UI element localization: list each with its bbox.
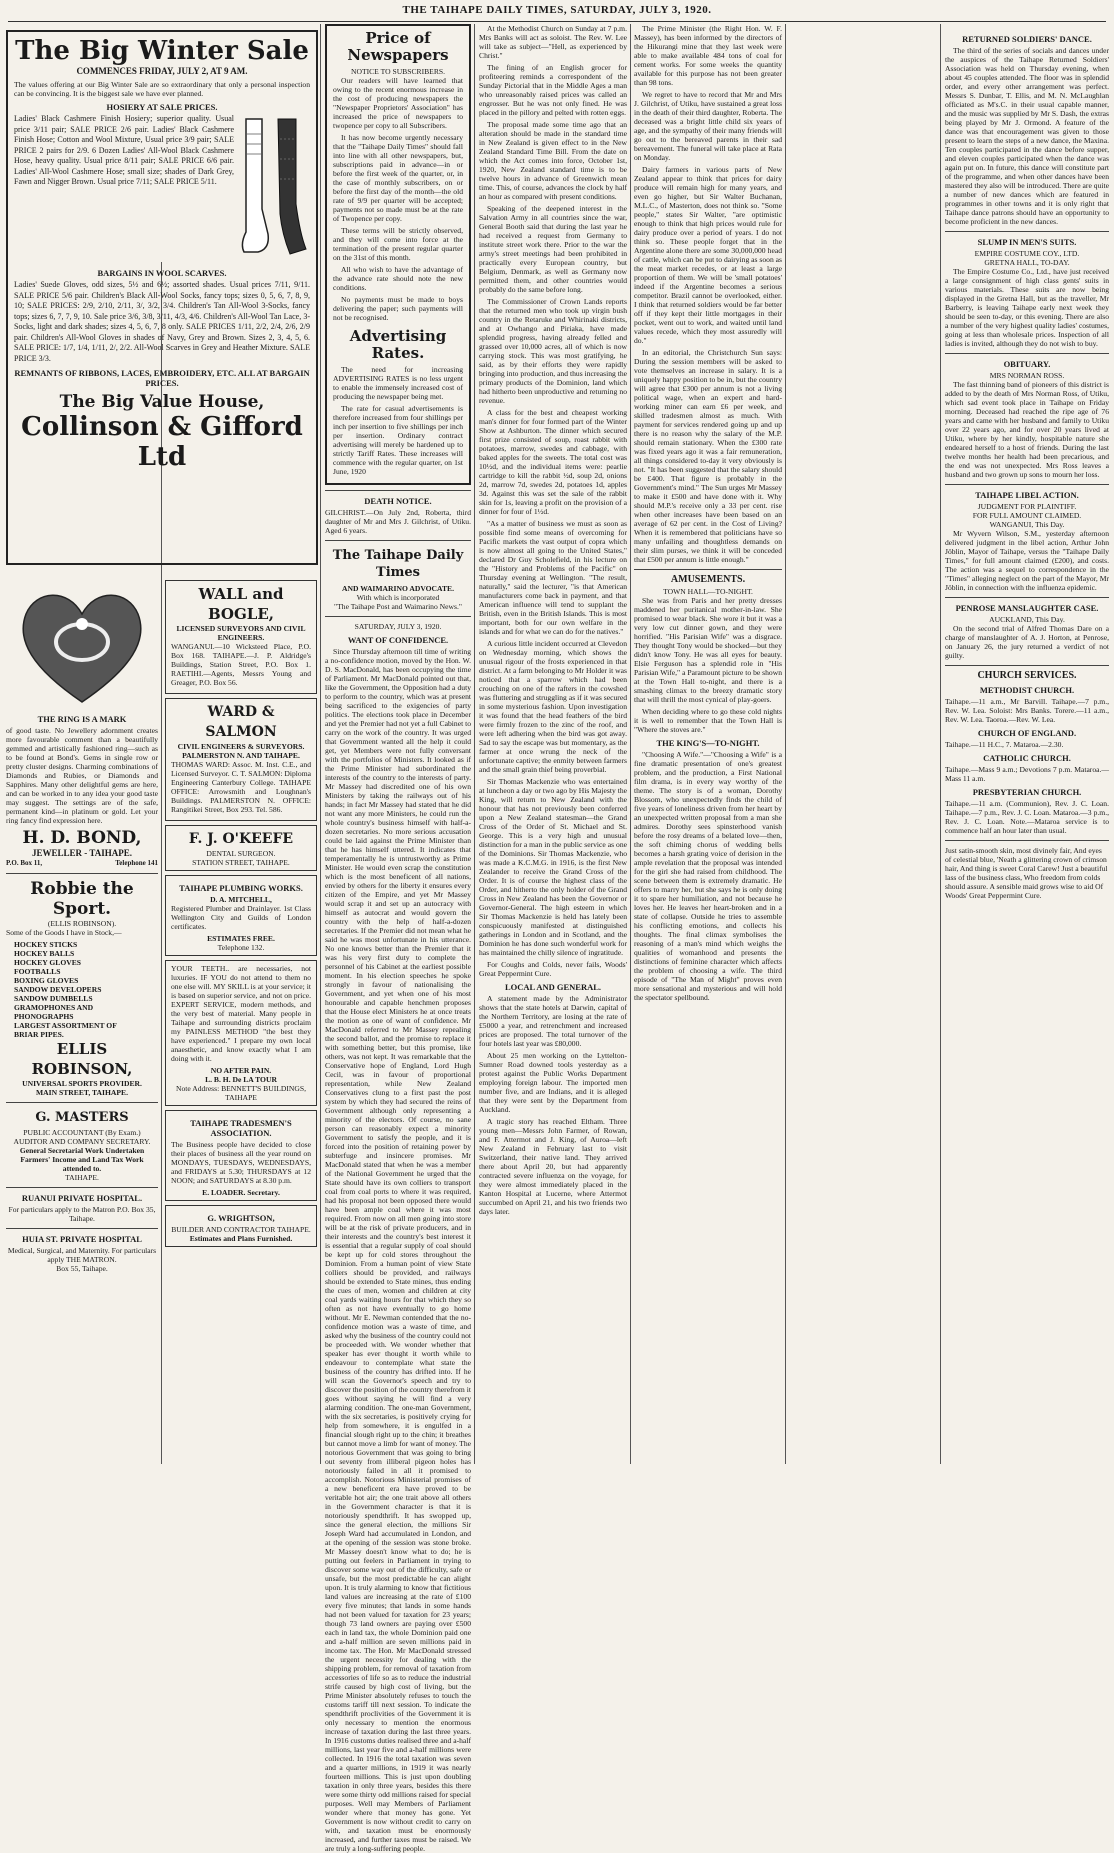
ward-salmon-text: THOMAS WARD: Assoc. M. Inst. C.E., and Licensed Surveyor. C. T. SALMON: Diploma Engineering Canterbury College. TAIHAPE OFFICE: Arrowsmith and Loughnan's Buildings. PALMERSTON N. OFFICE: Rangitikei Street, Box 293. Tel. 586. [171, 760, 311, 814]
advertising-p2: The rate for casual advertisements is therefore increased from four shillings per inch per insertion to five shillings per inch per insertion. Ordinary contract advertising will merely be hardened up to strictly Tariff Rates. These increases will commence with the regular quarter, on 1st June, 1920 [333, 404, 463, 476]
list-item: PHONOGRAPHS [14, 1012, 74, 1021]
huia-title: HUIA ST. PRIVATE HOSPITAL [22, 1234, 142, 1244]
traders-text: The Business people have decided to close their places of business all the year round on MONDAYS, TUESDAYS, WEDNESDAYS, and FRIDAYS at 5.30; THURSDAYS at 12 NOON; and SATURDAYS at 8.30 p.m. [171, 1140, 311, 1185]
editorial-incorporated: With which is incorporated [356, 593, 440, 602]
scarves-text: Ladies' Suede Gloves, odd sizes, 5½ and 6½; assorted shades. Usual prices 7/11, 9/11. SALE PRICE 5/6 pair. Children's Black All-Wool Socks, fancy tops; sizes 0, 5, 6, 7, 8, 9, 10; SALE PRICES: 2/9, 2/10, 2/11, 3/, 3/2, 3/4. Children's Tan All-Wool 3-Socks, fancy tops; sizes 6, 7, 7, 9, 10. Sale price 3/6, 3/8, 3/11, 4/3, 4/6. Children's All-Wool Tan Lace, 3-Socks, light and dark shades; sizes 4, 5, 6, 7, 8 only. SALE PRICES 1/11, 2/2, 2/4, 2/6, 2/9 pair. Children's All-Wool Gloves in shades of Navy, Grey and Brown. Sizes 2, 3, 4, 5, 6. SALE PRICE: 1/7, 1/4, 1/11, 2/, 2/2. All-Wool Scarves in Grey and Heather Mixture. SALE PRICE 3/3. [14, 280, 310, 363]
news-note: We regret to have to record that Mr and Mrs J. Gilchrist, of Utiku, have sustained a great loss in the death of their third daughter, Roberta. The deceased was a bright little child six years of age, and the sympathy of their many friends will go out to the bereaved parents in their sad bereavement. The funeral will take place at Rata on Monday. [634, 90, 782, 162]
editorial-heading: WANT OF CONFIDENCE. [347, 635, 449, 645]
list-item: SANDOW DUMBELLS [14, 994, 93, 1003]
methodist-text: Taihape.—11 a.m., Mr Barvill. Taihape.—7 p.m., Rev. W. Lea. Soloist: Mrs Banks. Torere.—11 a.m., Rev. W. Lea. Taoroa.—Rev. W. Lea. [945, 697, 1109, 724]
slump-title: SLUMP IN MEN'S SUITS. [977, 237, 1077, 247]
penrose-text: On the second trial of Alfred Thomas Dare on a charge of manslaughter of A. J. Horton, at Penrose, on January 26, the jury returned a verdict of not guilty. [945, 624, 1109, 660]
newspapers-p2: It has now become urgently necessary that the "Taihape Daily Times" should fall into line with all other newspapers, but, subscriptions paid in advance—in or before the first week of the quarter, or, in the case of monthly subscribers, on or before the first day of the month—the old rate of 9/9 per quarter will be accepted; payments not so made must be at the rate of Twopence per copy. [333, 133, 463, 223]
libel-sub2: FOR FULL AMOUNT CLAIMED. [972, 511, 1082, 520]
libel-text: Mr Wyvern Wilson, S.M., yesterday afternoon delivered judgment in the libel action, Arthur John Jöblin, Mayor of Taihape, versus the "Taihape Daily Times," for full amount claimed (£200), and costs. The action was a sequel to correspondence in the "Times" alleging neglect on the part of the Mayor, Mr Jöblin, in connection with the influenza epidemic. [945, 529, 1109, 592]
jeweller-caption: THE RING IS A MARK [37, 714, 127, 724]
plumbing-text: Registered Plumber and Drainlayer. 1st Class Wellington City and Guilds of London certificates. [171, 904, 311, 931]
libel-place: WANGANUI, This Day. [989, 520, 1065, 529]
town-hall-title: TOWN HALL—TO-NIGHT. [663, 587, 753, 596]
local-note: A class for the best and cheapest working man's dinner for four formed part of the Winter Show at Ashburton. The dinner which secured first prize consisted of soup, roast rabbit with potatoes, marrow, swedes and cabbage, with baked apples for the sweets. The total cost was 10½d, and the individual items were: pearlie cartridge to kill the rabbit ½d, soup 2d, onions 2d, marrow 7d, swedes 2d, potatoes 1d, apples 3d. Against this was set the sale of the rabbit skin for 1s, leaving a profit on the provision of a dinner for four of 1½d. [479, 408, 627, 516]
slump-sub: EMPIRE COSTUME COY., LTD. [974, 249, 1080, 258]
okeefe-sub: DENTAL SURGEON. [206, 849, 276, 858]
masthead-date: SATURDAY, JULY 3, 1920. [570, 4, 712, 16]
divider [6, 1102, 158, 1103]
advertising-title: Advertising Rates. [349, 327, 447, 362]
divider [945, 840, 1109, 841]
editorial-paper-sub: AND WAIMARINO ADVOCATE. [341, 584, 454, 593]
divider [325, 616, 471, 617]
penrose-place: AUCKLAND, This Day. [989, 615, 1065, 624]
scarves-heading: BARGAINS IN WOOL SCARVES. [97, 268, 227, 278]
catholic-title: CATHOLIC CHURCH. [983, 753, 1071, 763]
huia-text: Medical, Surgical, and Maternity. For particulars apply THE MATRON. [7, 1246, 157, 1264]
sale-title: The Big Winter Sale [15, 36, 309, 66]
divider [6, 1228, 158, 1229]
amusements-title: AMUSEMENTS. [670, 574, 746, 585]
local-note: The Commissioner of Crown Lands reports that the returned men who took up virgin bush country in the Retaruke and Whirinaki districts, and at Owhango and Piriaka, have made splendid progress, having already felled and grassed over 10,000 acres, all of which is now carrying stock. This was most gratifying, he said, as by their efforts they were rapidly bringing into production, and thus increasing the primary products of the Dominion, land which had hitherto been unproductive and returning no revenue. [479, 297, 627, 405]
wall-bogle-title: WALL and BOGLE, [198, 585, 284, 623]
list-item: FOOTBALLS [14, 967, 61, 976]
newspapers-p1: Our readers will have learned that owing to the recent enormous increase in the cost of producing newspapers the "Newspaper Proprietors' Association" has increased the price of newspapers to twopence per copy to all Subscribers. [333, 76, 463, 130]
list-item: SANDOW DEVELOPERS [14, 985, 102, 994]
local-note: The fining of an English grocer for profiteering reminds a correspondent of the Sunday Pictorial that in the Middle Ages a man who unreasonably raised prices was called an engrosser. But he was not only fined. He was placed in the pillory and pelted with rotten eggs. [479, 63, 627, 117]
local-note: The proposal made some time ago that an alteration should be made in the standard time in New Zealand is given effect to in the New Zealand Standard Time Bill. From the date on which the Act comes into force, October 1st, 1920, New Zealand standard time is to be twelve hours in advance of Greenwich mean time. This, of course, advances the clock by half an hour as compared with present conditions. [479, 120, 627, 201]
obituary-sub: MRS NORMAN ROSS. [989, 371, 1065, 380]
dentist-no-pain: NO AFTER PAIN. [210, 1066, 272, 1075]
news-note: In an editorial, the Christchurch Sun says: During the session members will be asked to vote themselves an increase in salary. It is a uniquely happy position to be in, but the country will agree that £300 per annum is not a living political wage, when an expert and hard-working miner can earn £6 per week, and skilled tradesmen almost as much. With payment for services rendered going up and up there is no reason why the salary of the M.P. should remain stationary. When the £300 rate was fixed years ago it was a fair remuneration, all things considered to-day it very obviously is not. "It has been suggested that the salary should be £400. That figure is probably in the Government's mind." The Sun urges Mr Massey to make it £500 and have done with it. Why should M.P.'s receive only a 33 per cent. rise when other increases have been based on an average of 62 per cent. in the Cost of Living? When it is remembered that politicians have so many unfailing and thoughtless demands on their slim purses, we think it will be conceded that £500 per annum is little enough." [634, 348, 782, 564]
traders-sig: E. LOADER. Secretary. [202, 1188, 280, 1197]
ward-salmon-ad [165, 698, 317, 821]
column-5 [634, 24, 782, 1464]
editorial-old-paper: "The Taihape Post and Waimarino News." [334, 602, 462, 611]
jeweller-contact [6, 859, 158, 868]
divider [945, 353, 1109, 354]
okeefe-ad [165, 825, 317, 871]
jeweller-text: of good taste. No Jewellery adornment creates more favourable comment than a beautifully gemmed and artistically fashioned ring—such as to be found at Bond's. Gems in single row or pretty cluster designs. Charming combinations of Diamonds and Rubies, or Diamonds and Sapphires. Many other delightful gems are here, and can be worked in to any idea your good taste may suggest. The settings are of the safe, permanent kind—in platinum or gold. Let your ring fancy find expression here. [6, 726, 158, 825]
editorial-text: Since Thursday afternoon till time of writing a no-confidence motion, moved by the Hon. W. D. S. MacDonald, has been occupying the time of Parliament. Mr MacDonald pointed out that, like the Government, the Opposition had a duty to perform to the country, which was at present being sacrificed to the exigencies of party politics. The elections took place in December and yet the Premier had not yet a full Cabinet to carry on the work of the country. It was urged that Government wanted all the help it could get, yet Members were not fully conversant with the portfolios of Ministers. It looked as if the Prime Minister had subordinated the interests of the country to the interests of party. Mr Massey had discredited one of his own Ministers by taking the railways out of his hands; in fact Mr Massey had stated that he did not want any more Ministers, he could run the whole country's business himself with half-a-dozen secretaries. No more serious accusation could be laid against the Prime Minister than that he has himself uttered. It indicates that temperamentally he is untrustworthy as Prime Minister. He would even scrap the constitution which is the most beneficent of all nations, envied by others for the liberty it ensures every citizen of the Empire, and yet Mr Massey would scrap it and set up an autocracy with himself as autocrat and would govern the country with the help of half-a-dozen secretaries. If the Premier did not mean what he said he was most unfortunate in his utterance. No one knows better than the Premier that it was his very first duty to complete the personnel of his Cabinet at the earliest possible moment. In his election speeches he spoke strongly in favour of nationalising the Government, and yet when one of his most honourable and capable henchmen proposes that the House elect Ministers he at once treats the motion as one of want of confidence. Mr MacDonald referred to Mr Massey repealing the second ballot, and the promise to replace it with something better, but this promise, like others, was not kept. It was remarkable that the Conservative hope of England, Lord Hugh Cecil, was in favour of proportional representation, while New Zealand Conservatives clung to a first past the post system by which they had secured the reins of Government although only representing a minority of the electors. Of course, no sane person can reasonably expect a minority Government to satisfy the people, and it is forced into the position of retaining power by subterfuge and insincere promises. Mr MacDonald stated that when he was a member of the National Government he urged that the State should have its own colliers to transport coal from coal ports to where it was required, had his proposal not been opposed there would have been ample coal where it was most required. From now on all men going into store will be at the risk of private producers, and in their interests and the country's best interest it is essential that a regular supply of coal should be kept up for cold stores throughout the Dominion. From a human point of view State colliers should be provided, and railways should be extended to State mines, thus ending the cues of men, women and children at city coal yards waiting hours for that which they so often as not have eventually to go home without. Mr E. Newman contended that the no-confidence motion was a waste of time, and asked why the business of the country could not be proceeded with. We wonder whether that speaker has ever thought it worth while to endeavour to contemplate what state the business of the country has drifted into. If he will scan the Governor's speech and try to discover the position of the country therefrom it goes without saying he will find a very alarming condition. The one-man Government, with the six secretaries, is positively crying for help from somewhere, it is engulfed in a financial slough right up to the chin; it breathes but cannot move a limb for want of money. The notorious Government that was going to bring out seventy from illiberal pigeon holes has notoriously failed in all it promised to accomplish. Notorious Ministerial promises of a new beneficent era have proved to be veritable hot air; the one trait above all others in the Government character is that it is notoriously spendthrift. It has swopped up, since the general election, the millions Sir Joseph Ward had accumulated in London, and at the opening of the session was stone broke. Mr Massey doesn't know what to do; he is putting out feelers in Parliament in trying to discover some way out of the difficulty, safe or unsafe, but the most predictable he can alight upon. It is truly alarming to know that fictitious land values are increasing at the rate of £100 every five minutes; that lands in some hands had not been valued for taxation for 23 years; though 73 land owners are paying over £500 each in land tax, the whole Dominion paid one and a-half million are seven millions paid in income tax. The Hon. Mr MacDonald stressed the urgent necessity for dealing with the shipping problem, for removal of taxation from accessories of life so as to reduce the industrial strife caused by high cost of living, but the Prime Minister absolutely refuses to touch the customs tariff till next session. To indicate the spendthrift proclivities of the Government it is only necessary to mention the enormous increase of taxation during the last three years. In 1916 customs duties realised three and a-half millions, last year five and a-half millions were collected. In 1916 the total taxation was seven and a quarter millions, in 1919 it was nearly fourteen millions. This is just upon doubling taxation in only three years, besides this there were some thirty odd millions raised for special purposes. Well may Members of Parliament wonder where that money has gone. Yet Government is now without credit to carry on with, and taxation must be enormously increased, and further taxes must be raised. We are truly a long-suffering people. [325, 647, 471, 1853]
traders-ad [165, 1110, 317, 1201]
wrightson-ad [165, 1205, 317, 1247]
dance-text: The third of the series of socials and dances under the auspices of the Taihape Returned Soldiers' Association was held on Thursday evening, when about 45 couples attended. The floor was in splendid order, and every other arrangement was perfect. Messrs S. Dunbar, T. Ellis, and M. N. McLaughlan officiated as M's.C. in their usual capable manner, and the music was supplied by Mr S. Dash, the extras being played by Mr J. Ormond. A feature of the dance was that encouragement was given to those present to learn the steps of a new dance, the Maxina. Ten couples participated in the dance before supper, and eleven couples participated when the dance was again put on. In future, this dance will constitute part of the programme, and when other dances have been mastered they also will be introduced. There are quite a number of new dances which are featured in programmes in other towns and it is only right that Taihape dance patrons should have an opportunity to become proficient in the new dances. [945, 46, 1109, 226]
sale-firm: Collinson & Gifford Ltd [21, 412, 303, 472]
masthead-rule [8, 21, 1106, 22]
newspapers-sub: NOTICE TO SUBSCRIBERS. [350, 67, 446, 76]
okeefe-title: F. J. O'KEEFE [188, 831, 294, 847]
masters-town: TAIHAPE. [65, 1173, 99, 1182]
sale-intro: The values offering at our Big Winter Sale are so extraordinary that only a personal inspection can be convincing. It is the biggest sale we have ever planned. [14, 80, 310, 98]
sport-items-list [6, 940, 158, 1039]
jeweller-trade: JEWELLER - TAIHAPE. [32, 848, 132, 858]
presbyterian-title: PRESBYTERIAN CHURCH. [972, 787, 1082, 797]
advertising-p1: The need for increasing ADVERTISING RATES is no less urgent to enable the immensely increased cost of producing the newspaper being met. [333, 365, 463, 401]
sport-role: UNIVERSAL SPORTS PROVIDER. [22, 1079, 142, 1088]
wall-bogle-sub: LICENSED SURVEYORS AND CIVIL ENGINEERS. [176, 624, 306, 642]
masthead-paper: THE TAIHAPE DAILY TIMES, [402, 4, 568, 16]
wrightson-text: Estimates and Plans Furnished. [189, 1234, 293, 1243]
news-note: Dairy farmers in various parts of New Zealand appear to think that prices for dairy produce will remain high for many years, and even go higher, but Sir Walter Buchanan, M.L.C., of Masterton, does not think so. "Some people," states Sir Walter, "are optimistic enough to think that high prices would rule for dairy produce over a period of years. I do not think so. These people forget that in the Argentine alone there are some 30,000,000 head of cattle, which can be put to dairying as soon as the meat market recedes, or at least a large proportion of them. We will be 'small potatoes' indeed if the Argentine becomes a serious competitor. Brazil cannot be overlooked, either. I think that returned soldiers would be far better off if they kept their little mortgages in their pocket, went out to work, and waited until land values recede, which they most assuredly will do." [634, 165, 782, 345]
jeweller-phone: Telephone 141 [115, 859, 158, 867]
dentist-text: YOUR TEETH.. are necessaries, not luxuries. IF YOU do not attend to them no one else will. MY SKILL is at your service; it is based on superior service, and not on price. EXPERT SERVICE, modern methods, and the very best of material. Many people in Taihape and surrounding districts proclaim my PAINLESS METHOD "the best they have experienced." I prepare my own local anaesthetic, and know exactly what I am doing with it. [171, 964, 311, 1063]
winter-sale-box [6, 30, 318, 565]
hosiery-text: Ladies' Black Cashmere Finish Hosiery; superior quality. Usual price 3/11 pair; SALE PRICE 2/6 pair. Ladies' Black Cashmere Finish Hose; Cotton and Wool Mixture, Usual price 3/9 pair; SALE PRICE 2 pairs for 2/9. 6 Dozen Ladies' All-Wool Black Cashmere Hose, heavy quality. Usual price 8/11 pair; SALE PRICE 6/6 pair. Ladies' All-Wool Cashmere Hose; small size; shades of Dark Grey, Fawn and Nigger Brown. Usual price 7/11; SALE PRICE 5/11. [14, 114, 234, 186]
local-note: Sir Thomas Mackenzie who was entertained at luncheon a day or two ago by His Majesty the King, will return to New Zealand with the honour that has not previously been conferred upon a New Zealand statesman—the Grand Cross of the Order of St. Michael and St. George. This is a very high and unusual distinction for a man in the public service as one of the Dominions. Sir Thomas Mackenzie, who was made a K.C.M.G. in 1916, is the first New Zealander to receive the Grand Cross of the Order. It is of course the highest class of the Order, and hitherto the only holder of the Grand Cross in New Zealand has been the Governor or Governor-General. The high esteem in which Sir Thomas Mackenzie is held has lately been conspicuously manifested at distinguished gatherings in London and in Scotland, and the Dominion he has done such wonderful work for has maintained the chilly silence of ingratitude. [479, 777, 627, 957]
masthead [0, 4, 1114, 22]
stocking-illustration-icon [238, 114, 310, 264]
list-item: HOCKEY GLOVES [14, 958, 82, 967]
list-item: BOXING GLOVES [14, 976, 79, 985]
ring-heart-icon [12, 580, 152, 710]
sport-sub: (ELLIS ROBINSON). [47, 919, 117, 928]
divider [6, 1187, 158, 1188]
column-rule [630, 24, 631, 1464]
slump-place: GRETNA HALL, TO-DAY. [984, 258, 1070, 267]
plumbing-ad [165, 875, 317, 956]
ruanui-text: For particulars apply to the Matron P.O. Box 35, Taihape. [8, 1205, 156, 1223]
sale-house: The Big Value House, [59, 392, 265, 412]
column-rule [320, 24, 321, 1464]
divider [945, 231, 1109, 232]
methodist-title: METHODIST CHURCH. [979, 685, 1075, 695]
kings-title: THE KING'S—TO-NIGHT. [656, 738, 760, 748]
list-item: LARGEST ASSORTMENT OF [14, 1021, 117, 1030]
local-note: For Coughs and Colds, never fails, Woods' Great Peppermint Cure. [479, 960, 627, 978]
england-text: Taihape.—11 H.C., 7. Mataroa.—2.30. [945, 740, 1064, 749]
traders-title: TAIHAPE TRADESMEN'S ASSOCIATION. [190, 1118, 292, 1138]
newspapers-p3: These terms will be strictly observed, and they will come into force at the termination of the present regular quarter on the 31st of this month. [333, 226, 463, 262]
presbyterian-text: Taihape.—11 a.m. (Communion), Rev. J. C. Loan. Taihape.—7 p.m., Rev. J. C. Loan. Mataroa.—3 p.m., Rev. J. C. Loan. Note.—Mataroa service is to commence half an hour later than usual. [945, 799, 1109, 835]
divider [325, 490, 471, 491]
plumbing-title: TAIHAPE PLUMBING WORKS. [179, 883, 303, 893]
jeweller-box: P.O. Box 11, [6, 859, 43, 867]
england-title: CHURCH OF ENGLAND. [977, 728, 1077, 738]
newspapers-notice [325, 24, 471, 485]
column-rule [474, 24, 475, 1464]
penrose-title: PENROSE MANSLAUGHTER CASE. [955, 603, 1099, 613]
libel-title: TAIHAPE LIBEL ACTION. [975, 490, 1079, 500]
local-note: At the Methodist Church on Sunday at 7 p.m. Mrs Banks will act as soloist. The Rev. W. Lee will take as subject—"Hell, as experienced by Christ." [479, 24, 627, 60]
huia-box: Box 55, Taihape. [56, 1264, 108, 1273]
list-item: GRAMOPHONES AND [14, 1003, 94, 1012]
editorial-paper-title: The Taihape Daily Times [332, 548, 464, 580]
dentist-name: L. B. H. De LA TOUR [205, 1075, 277, 1084]
sport-intro: Some of the Goods I have in Stock,— [6, 928, 122, 937]
divider [945, 597, 1109, 598]
remnants-text: REMNANTS OF RIBBONS, LACES, EMBROIDERY, ETC. ALL AT BARGAIN PRICES. [14, 368, 310, 388]
plumbing-name: D. A. MITCHELL, [210, 895, 272, 904]
column-4 [479, 24, 627, 1464]
death-text: GILCHRIST.—On July 2nd, Roberta, third daughter of Mr and Mrs J. Gilchrist, of Utiku. Aged 6 years. [325, 508, 471, 535]
peppermint-poem: Just satin-smooth skin, most divinely fair, And eyes of celestial blue, 'Neath a glittering crown of crimson hair, And thing is sweet Coral Carew! Just a beautiful lass of the business class, Who freedom from colds should assure. A sensible maid grows wise to aid Of Woods' Great Peppermint Cure. [945, 846, 1108, 900]
plumbing-estimates: ESTIMATES FREE. [207, 934, 275, 943]
newspapers-title: Price of Newspapers [347, 29, 449, 64]
local-note: Speaking of the deepened interest in the Salvation Army in all countries since the war, General Booth said that during the last year he had received a request from Germany to institute street work there. Prior to the war the army's street meetings had been prohibited in practically every European country, but Belgium, Denmark, as well as Germany now permitted them, and other countries would probably do the same before long. [479, 204, 627, 294]
libel-sub: JUDGMENT FOR PLAINTIFF. [977, 502, 1077, 511]
town-hall-text: She was from Paris and her pretty dresses maddened her puritanical mother-in-law. She promised to wear black. She wore it but it was a very low cut dinner gown, and they were horrified. "His Parisian Wife" was a disgrace. They thought Tony would be shocked—but they didn't know Tony. He was all eyes for beauty. Elsie Ferguson has a splendid role in "His Parisian Wife," a Paramount picture to be shown at the Town Hall to-night, and there is a smashing climax to the breezy dramatic story that will thrill the most cynical of play-goers. [634, 596, 782, 704]
wall-bogle-text: WANGANUI.—10 Wicksteed Place, P.O. Box 168. TAIHAPE.—J. P. Aldridge's Buildings, Station Street, P.O. Box 1. RAETIHI.—Agents, Messrs Young and Greager, P.O. Box 56. [171, 642, 311, 687]
obituary-title: OBITUARY. [1003, 359, 1051, 369]
okeefe-text: STATION STREET, TAIHAPE. [192, 858, 290, 867]
hosiery-heading: HOSIERY AT SALE PRICES. [106, 102, 218, 112]
list-item: HOCKEY BALLS [14, 949, 75, 958]
editorial-date: SATURDAY, JULY 3, 1920. [354, 622, 442, 631]
dance-title: RETURNED SOLDIERS' DANCE. [962, 34, 1092, 44]
ruanui-title: RUANUI PRIVATE HOSPITAL. [21, 1193, 143, 1203]
column-rule [785, 24, 786, 1464]
death-title: DEATH NOTICE. [364, 496, 432, 506]
slump-text: The Empire Costume Co., Ltd., have just received a large consignment of high class gents' suits in various materials. These suits are now being displayed in the Gretna Hall, but as the traveller, Mr Barberry, is leaving Taihape early next week they should be seen to-day, or this evening. There are also a number of the very highest quality ladies' costumes, going at less than wholesale prices. Inspection of all ladies is invited, although they do not wish to buy. [945, 267, 1109, 348]
dentist-ad [165, 960, 317, 1106]
newspapers-p5: No payments must be made to boys delivering the paper; such payments will not be recognised. [333, 295, 463, 322]
wall-bogle-ad [165, 580, 317, 694]
sport-title: Robbie the Sport. [30, 879, 134, 919]
plumbing-phone: Telephone 132. [217, 943, 265, 952]
church-title: CHURCH SERVICES. [977, 670, 1077, 681]
winter-sale-ad [6, 30, 318, 570]
column-6 [945, 24, 1109, 1464]
obituary-text: The fast thinning band of pioneers of this district is added to by the death of Mrs Norman Ross, of Utiku, which sad event took place in Taihape on Friday morning. Deceased had reached the ripe age of 76 years and came with her husband and family to Utiku over 22 years ago, and for over 20 years lived at Utiku, where by her kindly, hospitable nature she endeared herself to a host of friends. During the last twelve months her health had been precarious, and the end was not unexpected. Mrs Ross leaves a husband and two grown up sons to mourn her loss. [945, 380, 1109, 479]
masters-name: G. MASTERS [35, 1110, 129, 1125]
column-2-lower [165, 580, 317, 1464]
wrightson-role: BUILDER AND CONTRACTOR TAIHAPE. [171, 1225, 311, 1234]
kings-text: "Choosing A Wife."—"Choosing a Wife" is a fine dramatic presentation of one's greatest problem, and the production, a First National film drama, is in every way worthy of the theme. The story is of a woman, Dorothy Blossom, who unexpectedly finds the child of five years of loneliness driven from her heart by an unexpected written proposal from a man she admires. Dorothy sees spinsterhood vanish before the rosy dreams of a belated love—then, the soft chiming chorus of wedding bells becomes a harsh grating voice of derision in the ample revelation that the proposal was intended for the girl she had raised from childhood. The scene between them is extremely dramatic. He offers to marry her, but she says he is only doing it to spare her humiliation, and not because he loves her. He leaves her heart-broken and in a state of collapse. Outside he tries to assemble his conflicting emotions, and collects his thoughts. The final climax symbolises the reasoning of a man's mind which weighs the qualities of womanhood and presents the distinctions of feminine character which affects the problem of choosing a wife. The third episode of "The Man of Might" proves even more sensational and mysterious and will hold the spectator spellbound. [634, 750, 782, 1002]
list-item: HOCKEY STICKS [14, 940, 78, 949]
ward-salmon-sub: CIVIL ENGINEERS & SURVEYORS. PALMERSTON N. AND TAIHAPE. [177, 742, 305, 760]
divider [945, 665, 1109, 666]
list-item: BRIAR PIPES. [14, 1030, 64, 1039]
local-general-title: LOCAL AND GENERAL. [504, 982, 602, 992]
divider [945, 484, 1109, 485]
masters-text: General Secretarial Work Undertaken Farmers' Income and Land Tax Work attended to. [19, 1146, 145, 1173]
sale-commences: COMMENCES FRIDAY, JULY 2, AT 9 AM. [76, 66, 248, 76]
column-rule [940, 24, 941, 1464]
divider [325, 540, 471, 541]
wrightson-name: G. WRIGHTSON, [207, 1213, 275, 1223]
jeweller-name: H. D. BOND, [22, 828, 142, 848]
divider [6, 873, 158, 874]
dentist-address: Note Address: BENNETT'S BUILDINGS, TAIHAPE [175, 1084, 307, 1102]
local-note: "As a matter of business we must as soon as possible find some means of overcoming for Pacific markets the vast output of copra which is now almost all going to the United States," declared Dr Guy Scholefield, in his lecture on the "History and Problems of the Pacific" on Thursday evening at Wellington. "The result, naturally," said the lecturer, "is that American manufacturers come back in payment, and that American influence will tend to supplant the British, even in the British Islands. This is most important, both for our own welfare in the islands and for what we can do for the natives." [479, 519, 627, 636]
sport-address: MAIN STREET, TAIHAPE. [36, 1088, 128, 1097]
ward-salmon-title: WARD & SALMON [205, 704, 277, 740]
local-general-p3: A tragic story has reached Eltham. Three young men—Messrs John Farmer, of Rowan, and F. Attermot and J. King, of Auroa—left New Zealand in February last to visit Switzerland, their native land. They arrived there about April 20, but had apparently contracted severe influenza on the voyage, for they were almost immediately placed in the Kanton Hospital at Lucerne, where Attermot succumbed on April 21, and his two friends two days later. [479, 1117, 627, 1216]
local-general-p2: About 25 men working on the Lyttelton-Sumner Road downed tools yesterday as a protest against the Public Works Department employing foreign labour. The imported men number five, and are Indians, and it is alleged that they were sent by the Department from Auckland. [479, 1051, 627, 1114]
column-1-lower [6, 580, 158, 1464]
column-3 [325, 24, 471, 1853]
catholic-text: Taihape.—Mass 9 a.m.; Devotions 7 p.m. Mataroa.—Mass 11 a.m. [945, 765, 1109, 783]
sport-name: ELLIS ROBINSON, [31, 1040, 133, 1078]
hosiery-block [14, 114, 310, 264]
local-general-p1: A statement made by the Administrator shows that the state hotels at Darwin, capital of the Northern Territory, are losing at the rate of £5000 a year, and retrenchment and increased prices are proposed. The total turnover of the four hotels last year was £80,000. [479, 994, 627, 1048]
newspapers-p4: All who wish to have the advantage of the advance rate should note the new conditions. [333, 265, 463, 292]
news-note: The Prime Minister (the Right Hon. W. F. Massey), has been informed by the directors of the Hikurangi mine that they last week were able to make available 484 tons of coal for cement works. For some weeks the quantity available for this purpose has not been greater than 98 tons. [634, 24, 782, 87]
local-note: A curious little incident occurred at Clevedon on Wednesday morning, which shows the unusual rigour of the frosts experienced in that district. At a farm belonging to Mr Holder it was noticed that a sparrow which had been crouching on one of the rafters in the cowshed was fluttering and struggling as if it was secured in some mysterious fashion. Upon investigation it was found that the head feathers of the bird were firmly frozen to the zinc of the roof, and were left adhering when the bird was got away. Sad to say the escape was but momentary, as the farmer at once wrung the neck of the unfortunate captive; the enmity between farmers and the small grain thief being proverbial. [479, 639, 627, 774]
divider [634, 569, 782, 570]
town-hall-note: When deciding where to go these cold nights it is well to remember that the Town Hall is "Where the stoves are." [634, 707, 782, 734]
masters-role: PUBLIC ACCOUNTANT (By Exam.) AUDITOR AND COMPANY SECRETARY. [13, 1128, 151, 1146]
